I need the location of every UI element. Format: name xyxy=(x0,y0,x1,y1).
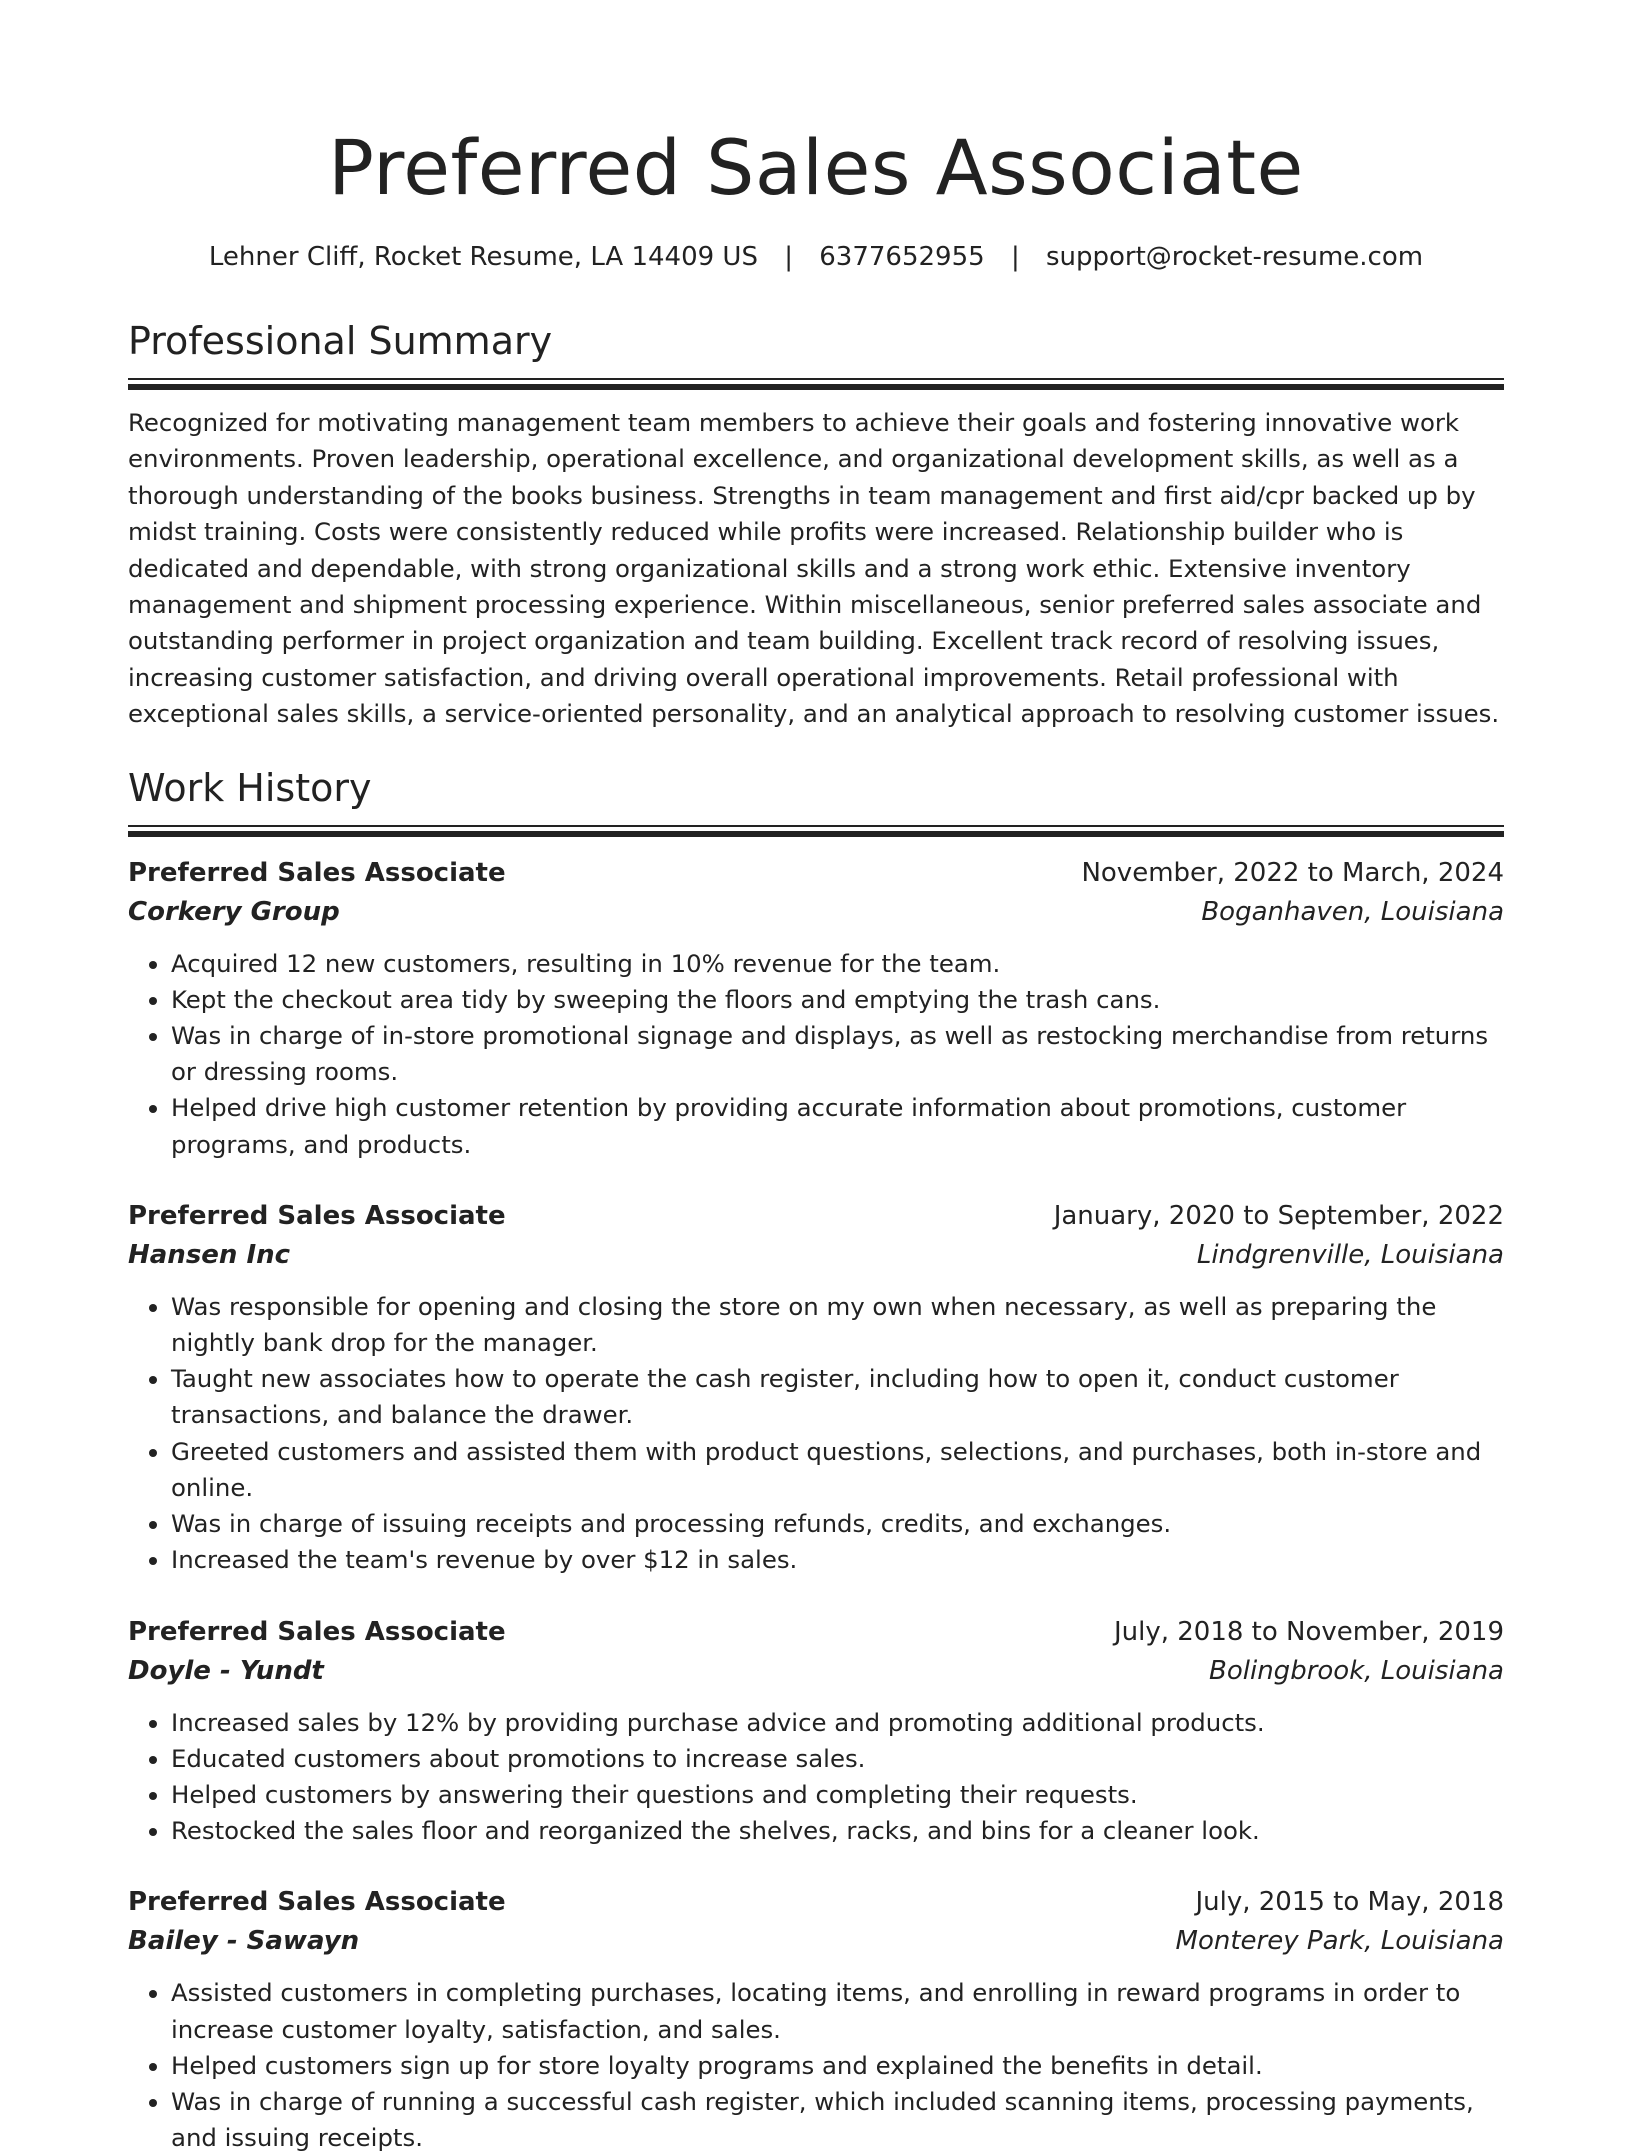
job-bullet: • Acquired 12 new customers, resulting in 10% revenue for the team. xyxy=(171,946,1504,982)
job-bullet: • Helped drive high customer retention by providing accurate information about promotions, customer programs, and products. xyxy=(171,1090,1504,1162)
job-company-row xyxy=(128,1236,1504,1275)
divider-thick-line xyxy=(128,384,1504,390)
contact-separator: | xyxy=(784,242,793,272)
job-company-row xyxy=(128,893,1504,932)
section-heading-work-history: Work History xyxy=(128,765,372,810)
job-bullet: • Helped customers by answering their questions and completing their requests. xyxy=(171,1777,1504,1813)
contact-phone: 6377652955 xyxy=(819,242,985,272)
contact-email: support@rocket-resume.com xyxy=(1045,242,1424,272)
job-bullets xyxy=(128,946,1504,1163)
job-location: Lindgrenville, Louisiana xyxy=(1196,1239,1504,1270)
job-company: Bailey - Sawayn xyxy=(128,1926,360,1957)
job-title: Preferred Sales Associate xyxy=(128,1887,506,1918)
job-company: Doyle - Yundt xyxy=(128,1655,324,1686)
job-dates: July, 2018 to November, 2019 xyxy=(1113,1616,1504,1647)
job-dates: November, 2022 to March, 2024 xyxy=(1081,857,1504,888)
job-title: Preferred Sales Associate xyxy=(128,1200,506,1231)
job-header-row xyxy=(128,1197,1504,1236)
job-entry xyxy=(128,1613,1504,1850)
job-bullet: • Educated customers about promotions to increase sales. xyxy=(171,1741,1504,1777)
job-bullet: • Increased sales by 12% by providing purchase advice and promoting additional products. xyxy=(171,1705,1504,1741)
job-title: Preferred Sales Associate xyxy=(128,857,506,888)
summary-paragraph: Recognized for motivating management team members to achieve their goals and fostering innovative work environments. Proven leadership, operational excellence, and organizational development skills, as well as a thorough understanding of the books business. Strengths in team management and first aid/cpr backed up by midst training. Costs were consistently reduced while profits were increased. Relationship builder who is dedicated and dependable, with strong organizational skills and a strong work ethic. Extensive inventory management and shipment processing experience. Within miscellaneous, senior preferred sales associate and outstanding performer in project organization and team building. Excellent track record of resolving issues, increasing customer satisfaction, and driving overall operational improvements. Retail professional with exceptional sales skills, a service-oriented personality, and an analytical approach to resolving customer issues. xyxy=(128,408,1500,729)
job-header-row xyxy=(128,1883,1504,1922)
job-bullets xyxy=(128,1975,1504,2156)
job-bullet: • Helped customers sign up for store loyalty programs and explained the benefits in detail. xyxy=(171,2048,1504,2084)
job-bullet: • Assisted customers in completing purchases, locating items, and enrolling in reward programs in order to increase customer loyalty, satisfaction, and sales. xyxy=(171,1975,1504,2047)
resume-title: Preferred Sales Associate xyxy=(328,123,1304,212)
job-title: Preferred Sales Associate xyxy=(128,1616,506,1647)
divider-thin-line xyxy=(128,378,1504,380)
job-company-row xyxy=(128,1922,1504,1961)
job-bullet: • Greeted customers and assisted them with product questions, selections, and purchases, both in-store and online. xyxy=(171,1434,1504,1506)
job-bullet: • Was in charge of running a successful cash register, which included scanning items, processing payments, and issuing receipts. xyxy=(171,2084,1504,2156)
job-bullets xyxy=(128,1289,1504,1579)
job-header-row xyxy=(128,1613,1504,1652)
job-bullet: • Was in charge of in-store promotional signage and displays, as well as restocking merchandise from returns or dressing rooms. xyxy=(171,1018,1504,1090)
divider-thin-line xyxy=(128,825,1504,827)
job-dates: January, 2020 to September, 2022 xyxy=(1053,1200,1504,1231)
job-bullets xyxy=(128,1705,1504,1850)
contact-address: Lehner Cliff, Rocket Resume, LA 14409 US xyxy=(208,242,758,272)
job-location: Monterey Park, Louisiana xyxy=(1175,1926,1504,1957)
contact-separator: | xyxy=(1010,242,1020,272)
job-location: Bolingbrook, Louisiana xyxy=(1209,1655,1504,1686)
job-entry xyxy=(128,1197,1504,1579)
job-entry xyxy=(128,854,1504,1163)
section-divider xyxy=(128,825,1504,836)
contact-line xyxy=(128,242,1504,272)
job-bullet: • Kept the checkout area tidy by sweeping the floors and emptying the trash cans. xyxy=(171,982,1504,1018)
job-entry xyxy=(128,1883,1504,2156)
work-history-section xyxy=(128,765,1504,2156)
divider-thick-line xyxy=(128,831,1504,837)
job-company-row xyxy=(128,1652,1504,1691)
section-divider xyxy=(128,378,1504,389)
job-dates: July, 2015 to May, 2018 xyxy=(1195,1887,1504,1918)
summary-section xyxy=(128,319,1504,733)
section-heading-summary: Professional Summary xyxy=(128,319,553,363)
job-location: Boganhaven, Louisiana xyxy=(1201,896,1504,927)
job-header-row xyxy=(128,854,1504,893)
job-bullet: • Taught new associates how to operate the cash register, including how to open it, conduct customer transactions, and balance the drawer. xyxy=(171,1361,1504,1433)
job-list xyxy=(128,854,1504,2156)
job-bullet: • Was in charge of issuing receipts and processing refunds, credits, and exchanges. xyxy=(171,1506,1504,1542)
job-company: Hansen Inc xyxy=(128,1239,291,1270)
job-bullet: • Increased the team's revenue by over $12 in sales. xyxy=(171,1542,1504,1578)
job-bullet: • Restocked the sales floor and reorganized the shelves, racks, and bins for a cleaner look. xyxy=(171,1813,1504,1849)
job-company: Corkery Group xyxy=(128,896,340,927)
job-bullet: • Was responsible for opening and closing the store on my own when necessary, as well as preparing the nightly bank drop for the manager. xyxy=(171,1289,1504,1361)
